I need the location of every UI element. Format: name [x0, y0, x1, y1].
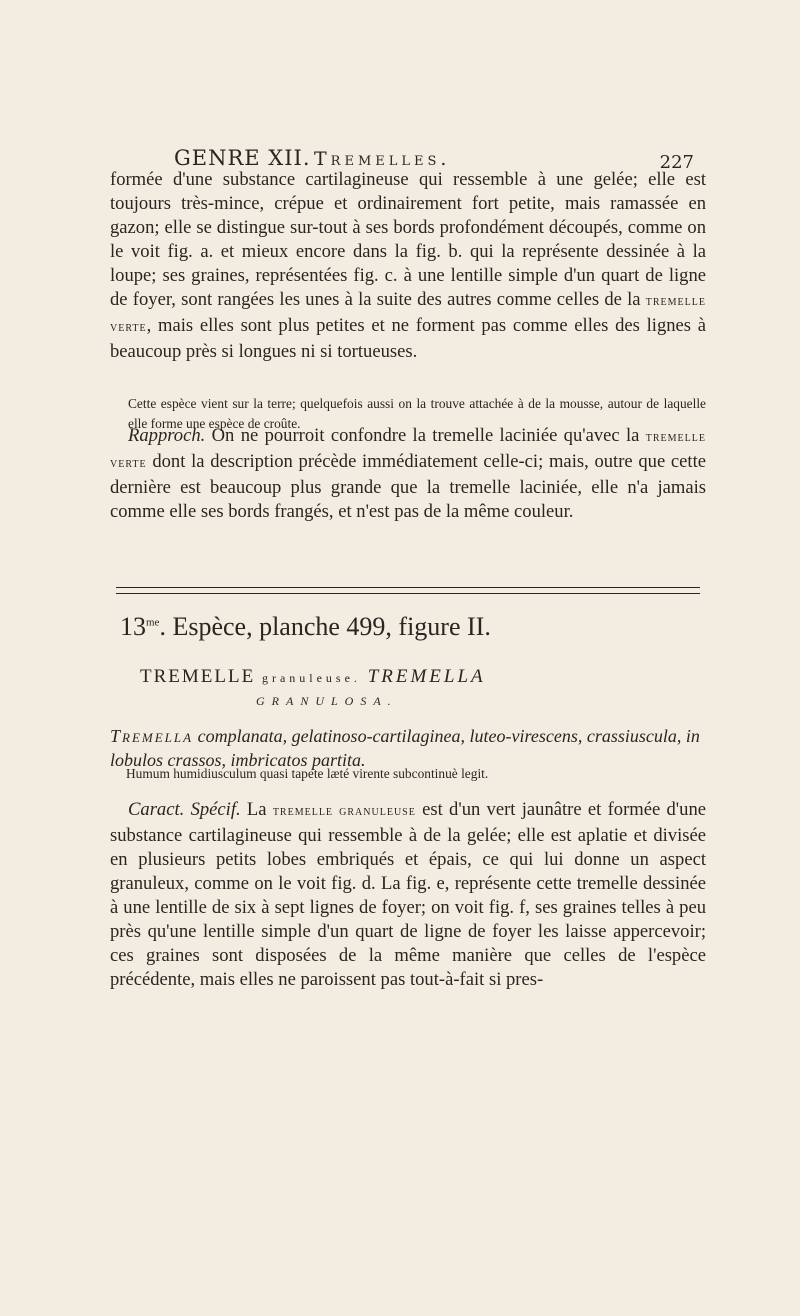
paragraph-2-smallcaps: tremelle verte — [110, 430, 706, 471]
paragraph-2-text-b: dont la description précède immédiatement celle-ci; mais, outre que cette dernière est beaucoup plus grande que la tremelle laciniée, elle n'a jamais comme elle ses bords frangés, et n'est pas de la même couleur. — [110, 451, 706, 522]
species-number-sup: me — [146, 616, 160, 629]
paragraph-3-text-a: La — [240, 799, 273, 820]
species-name-lat-2: GRANULOSA. — [256, 694, 398, 708]
paragraph-2-text-a: On ne pourroit confondre la tremelle laciniée qu'avec la — [205, 425, 646, 446]
section-heading: Tremelles. — [314, 148, 451, 170]
synonym-genus: Tremella — [110, 726, 194, 746]
paragraph-3 — [110, 798, 706, 992]
paragraph-2-label: Rapproch. — [128, 425, 206, 446]
paragraph-1-smallcaps: tremelle verte — [110, 294, 706, 335]
paragraph-2 — [110, 424, 706, 524]
paragraph-3-text-b: est d'un vert jaunâtre et formée d'une substance cartilagineuse qui ressemble à de la gelée; elle est aplatie et divisée en plusieurs petits lobes embriqués et épais, ce qui lui donne un aspect granuleux, comme on le voit fig. d. La fig. e, représente cette tremelle dessinée à une lentille de six à sept lignes de foyer; on voit fig. f, ses graines telles à peu près qu'une lentille simple d'un quart de ligne de foyer les laisse appercevoir; ces graines sont disposées de la même manière que celles de l'espèce précédente, mais elles ne paroissent pas tout-à-fait si pres- — [110, 799, 706, 990]
note-1: Cette espèce vient sur la terre; quelquefois aussi on la trouve attachée à de la mousse, autour de laquelle elle forme une espèce de croûte. — [128, 396, 706, 431]
paragraph-1-end: , mais elles sont plus petites et ne forment pas comme elles des lignes à beaucoup près si longues ni si tortueuses. — [110, 315, 706, 362]
genre-heading: GENRE XII. — [174, 146, 311, 170]
species-title — [120, 612, 491, 642]
paragraph-1 — [110, 168, 706, 364]
species-name — [140, 666, 486, 688]
paragraph-1-text: formée d'une substance cartilagineuse qui ressemble à une gelée; elle est toujours très-mince, crépue et ordinairement fort petite, mais ramassée en gazon; elle se distingue sur-tout à ses bords profondément découpés, comme on le voit fig. a. et mieux encore dans la fig. b. qui la représente dessinée à la loupe; ses graines, représentées fig. c. à une lentille simple d'un quart de ligne de foyer, sont rangées les unes à la suite des autres comme celles de la — [110, 169, 706, 310]
species-number: 13 — [120, 612, 146, 641]
species-name-fr: TREMELLE — [140, 666, 256, 687]
species-name-fr-sub: granuleuse. — [261, 671, 361, 685]
paragraph-3-smallcaps: tremelle granuleuse — [272, 804, 416, 819]
paragraph-3-label: Caract. Spécif. — [128, 799, 241, 820]
species-title-rest: . Espèce, planche 499, figure II. — [159, 612, 491, 641]
species-name-lat: TREMELLA — [367, 666, 486, 687]
section-divider — [116, 587, 700, 594]
synonym-text: complanata, gelatinoso-cartilaginea, luteo-virescens, crassiuscula, in lobulos crassos, imbricatos partita. — [110, 726, 700, 770]
habitat-note: Humum humidiusculum quasi tapete læté virente subcontinuè legit. — [126, 766, 489, 781]
page-number: 227 — [659, 152, 694, 173]
